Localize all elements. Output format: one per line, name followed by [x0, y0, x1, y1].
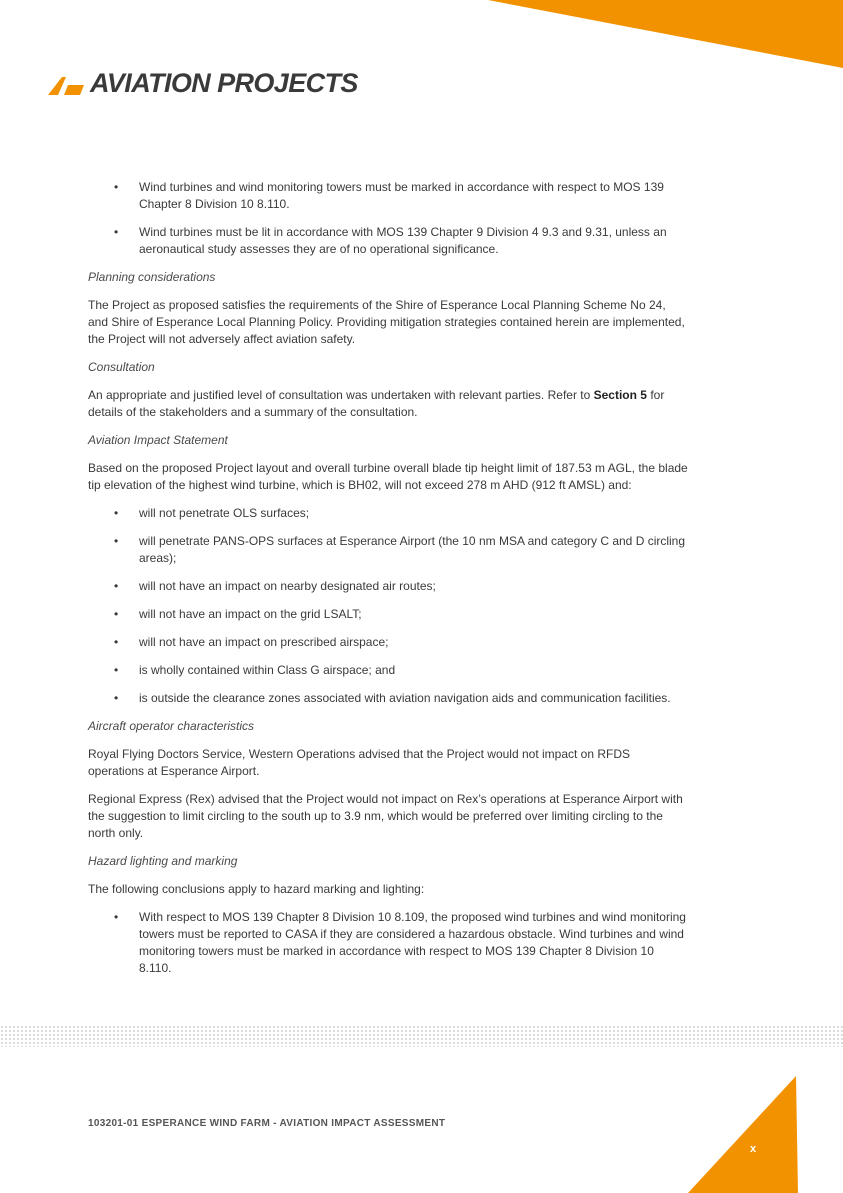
document-body: [88, 179, 688, 988]
logo-mark-icon: [48, 69, 86, 97]
footer-document-title: 103201-01 ESPERANCE WIND FARM - AVIATION IMPACT ASSESSMENT: [88, 1118, 446, 1129]
logo-text: AVIATION PROJECTS: [90, 67, 358, 98]
paragraph-consultation: An appropriate and justified level of consultation was undertaken with relevant parties. Refer to Section 5 for details of the stakeholders and a summary of the consultation.: [88, 388, 665, 419]
bullet-icon: •: [114, 910, 119, 924]
paragraph-rex: Regional Express (Rex) advised that the Project would not impact on Rex’s operations at Esperance Airport with the suggestion to limit circling to the south up to 3.9 nm, which would be preferred over limiting circling to the north only.: [88, 792, 683, 840]
paragraph-planning: The Project as proposed satisfies the requirements of the Shire of Esperance Local Planning Scheme No 24, and Shire of Esperance Local Planning Policy. Providing mitigation strategies contained herein are implemented, the Project will not adversely affect aviation safety.: [88, 298, 685, 346]
section-heading-impact-statement: Aviation Impact Statement: [88, 433, 228, 447]
page-number: x: [750, 1143, 757, 1155]
bullet-icon: •: [114, 534, 119, 548]
bullet-icon: •: [114, 691, 119, 705]
list-item: • will penetrate PANS-OPS surfaces at Esperance Airport (the 10 nm MSA and category C and D circling areas);: [114, 534, 686, 565]
bullet-icon: •: [114, 607, 119, 621]
list-item: • is outside the clearance zones associated with aviation navigation aids and communication facilities.: [114, 691, 671, 705]
section-5-link[interactable]: Section 5: [593, 388, 647, 402]
bullet-list-impact: [88, 505, 688, 707]
list-item: • Wind turbines must be lit in accordance with MOS 139 Chapter 9 Division 4 9.3 and 9.31, unless an aeronautical study assesses they are of no operational significance.: [114, 225, 667, 256]
section-heading-hazard: Hazard lighting and marking: [88, 854, 238, 868]
bullet-icon: •: [114, 506, 119, 520]
dotted-divider-band: [0, 1025, 843, 1047]
list-item: • will not have an impact on nearby designated air routes;: [114, 579, 436, 593]
bullet-icon: •: [114, 635, 119, 649]
bullet-icon: •: [114, 579, 119, 593]
company-logo: [48, 66, 358, 100]
list-item: • With respect to MOS 139 Chapter 8 Division 10 8.109, the proposed wind turbines and wind monitoring towers must be reported to CASA if they are considered a hazardous obstacle. Wind turbines and wind monitoring towers must be marked in accordance with respect to MOS 139 Chapter 8 Division 10 8.110.: [114, 910, 686, 975]
paragraph-impact-statement: Based on the proposed Project layout and overall turbine overall blade tip height limit of 187.53 m AGL, the blade tip elevation of the highest wind turbine, which is BH02, will not exceed 278 m AHD (912 ft AMSL) and:: [88, 461, 688, 492]
list-item: • Wind turbines and wind monitoring towers must be marked in accordance with respect to MOS 139 Chapter 8 Division 10 8.110.: [114, 180, 664, 211]
footer-corner-triangle: [688, 1076, 798, 1193]
bullet-list-top: [88, 179, 688, 258]
bullet-icon: •: [114, 225, 119, 239]
list-item: • will not penetrate OLS surfaces;: [114, 506, 310, 520]
list-item: • will not have an impact on the grid LSALT;: [114, 607, 362, 621]
bullet-list-hazard: [88, 909, 688, 977]
bullet-icon: •: [114, 180, 119, 194]
section-heading-operators: Aircraft operator characteristics: [88, 719, 255, 733]
bullet-icon: •: [114, 663, 119, 677]
list-item: • will not have an impact on prescribed airspace;: [114, 635, 389, 649]
paragraph-rfds: Royal Flying Doctors Service, Western Operations advised that the Project would not impact on RFDS operations at Esperance Airport.: [88, 747, 631, 778]
list-item: • is wholly contained within Class G airspace; and: [114, 663, 396, 677]
paragraph-hazard: The following conclusions apply to hazard marking and lighting:: [88, 882, 425, 896]
section-heading-consultation: Consultation: [88, 360, 155, 374]
section-heading-planning: Planning considerations: [88, 270, 216, 284]
